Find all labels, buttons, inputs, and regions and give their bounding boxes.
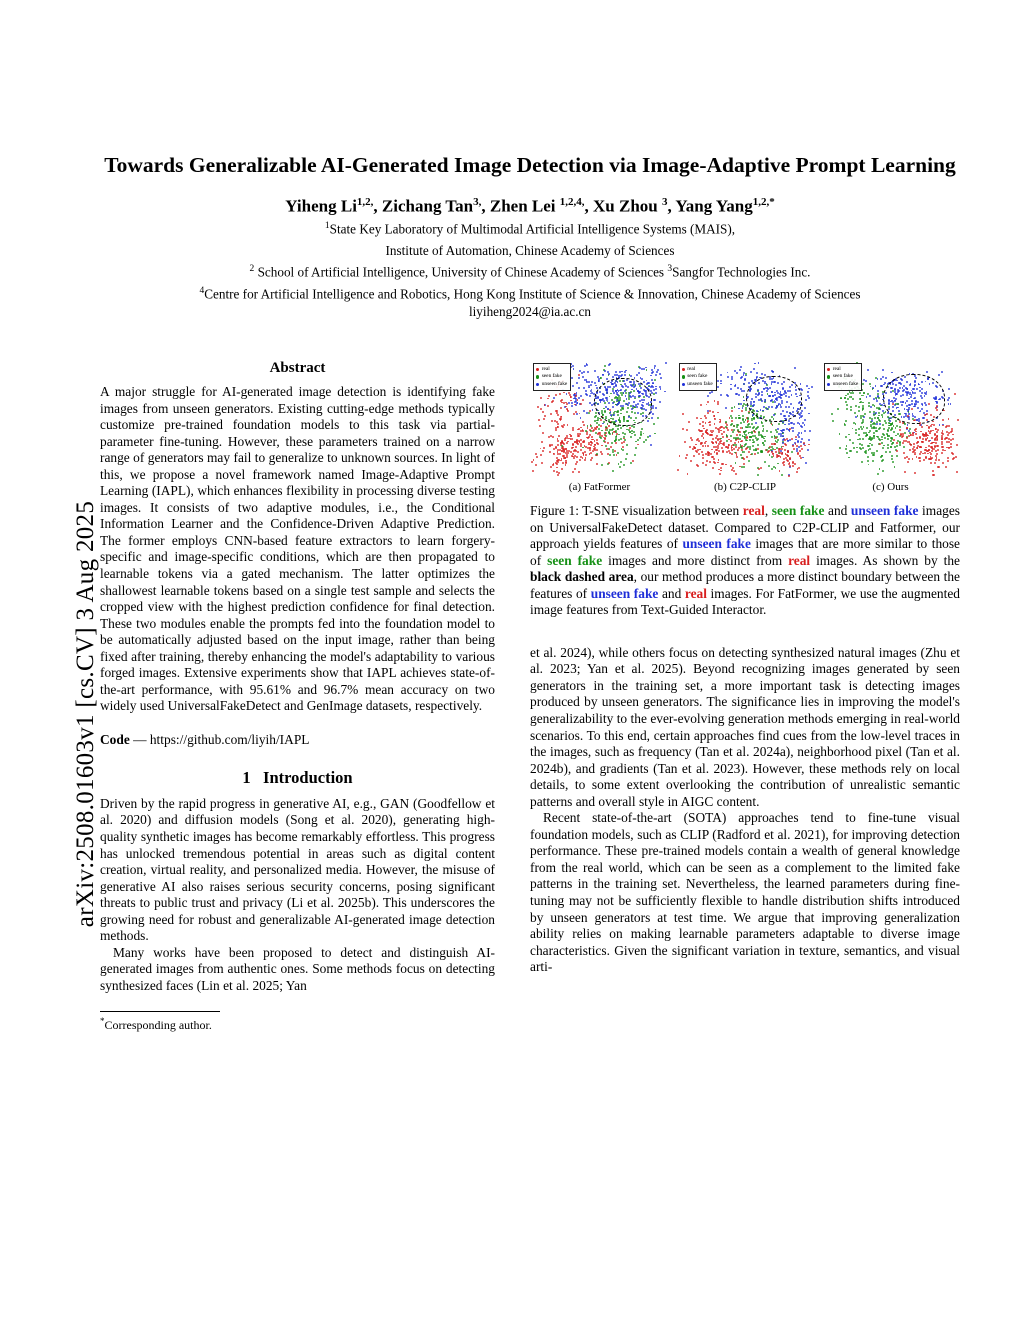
legend-label-real: real	[541, 366, 550, 372]
tsne-panel-c	[821, 360, 960, 493]
right-paragraph-1: et al. 2024), while others focus on detecting synthesized natural images (Zhu et al. 2023; Yan et al. 2025). Beyond recognizing images generated by seen generators in the training set, a more important task is detecting images produced by unseen generators. The significance lies in improving the model's generalizability to the ever-evolving generation methods emerging in real-world scenarios. To this end, certain approaches find cues from the low-level traces in the images, such as frequency (Tan et al. 2024a), neighborhood pixel (Tan et al. 2024b), and gradients (Tan et al. 2023). However, these methods rely on local details, to some extent overlooking the contribution of unrealistic semantic patterns and overall style in AIGC content.	[530, 644, 960, 809]
legend-dot-unseen-fake	[827, 383, 830, 386]
legend-label-unseen-fake: unseen fake	[687, 380, 713, 387]
tsne-plot-c	[821, 360, 960, 478]
section-heading-introduction	[100, 768, 495, 788]
author-list: Yiheng $Li^{1,2,}$, Zichang Tan$^{3,}$, Zhen Lei $^{1,2,4,}$, Xu Zhou $^3$, Yang Yang$^{1,2,*}$	[285, 195, 775, 216]
black-dashed-area	[594, 378, 652, 426]
panel-caption-b: (b) C2P-CLIP	[713, 481, 777, 493]
affiliation-4: $^4$Centre for Artificial Intelligence and Robotics, Hong Kong Institute of Science & Innovation, Chinese Academy of Sciences	[199, 286, 861, 302]
tsne-panel-b	[676, 360, 815, 493]
right-paragraph-2: Recent state-of-the-art (SOTA) approaches tend to fine-tune visual foundation models, such as CLIP (Radford et al. 2021), for improving detection performance. These pre-trained models contain a wealth of general knowledge from the real world, which can be seen as a complement to the limited fake patterns in the training set. Nevertheless, the learned parameters during fine-tuning may not be sufficiently flexible to handle distribution shifts introduced by unseen generators at test time. We argue that improving generalization ability relies on making learnable parameters adaptable to diverse image characteristics. Given the significant variation in texture, semantics, and visual arti-	[530, 810, 960, 975]
section-number: 1	[242, 767, 251, 787]
left-column	[100, 360, 495, 1033]
affiliation-2: Institute of Automation, Chinese Academy of Sciences	[385, 242, 675, 258]
legend-b	[679, 363, 717, 391]
abstract-text: A major struggle for AI-generated image detection is identifying fake images from unseen generators. Existing cutting-edge methods typically customize pre-trained foundation models to this task via partial-parameter fine-tuning. However, these parameters trained on a narrow range of generators may fail to generalize to unknown sources. In light of this, we propose a novel framework named Image-Adaptive Prompt Learning (IAPL), which enhances flexibility in processing diverse testing images. It consists of two adaptive modules, i.e., the Conditional Information Learner and the Confidence-Driven Adaptive Prediction. The former employs CNN-based feature extractors to learn forgery-specific and image-specific conditions, which are then propagated to learnable tokens via a gated mechanism. The latter optimizes the shallowest learnable tokens based on a single test sample and selects the cropped view with the highest prediction confidence for final detection. These two modules enable the prompts fed into the foundation model to be automatically adjusted based on the input image, rather than being fixed after training, thereby enhancing the model's adaptability to various forged images. Extensive experiments show that IAPL achieves state-of-the-art performance, with 95.61% and 96.7% mean accuracy on two widely used UniversalFakeDetect and GenImage datasets, respectively.	[100, 384, 495, 714]
legend-c	[824, 363, 862, 391]
legend-dot-real	[536, 368, 539, 371]
legend-dot-seen-fake	[827, 375, 830, 378]
abstract-heading: Abstract	[269, 360, 326, 376]
legend-dot-seen-fake	[536, 375, 539, 378]
figure-text-gap	[530, 619, 960, 645]
page-title: Towards Generalizable AI-Generated Image Detection via Image-Adaptive Prompt Learning	[104, 153, 956, 177]
arxiv-stamp: arXiv:2508.01603v1 [cs.CV] 3 Aug 2025	[72, 500, 99, 928]
legend-dot-real	[682, 368, 685, 371]
footnote-corresponding-author: *Corresponding author.	[100, 1015, 212, 1032]
legend-label-unseen-fake: unseen fake	[832, 380, 859, 387]
legend-label-real: real	[832, 366, 841, 372]
legend-a	[533, 363, 571, 391]
legend-dot-unseen-fake	[536, 383, 539, 386]
code-availability	[100, 732, 495, 748]
legend-dot-real	[827, 368, 830, 371]
panel-caption-c: (c) Ours	[872, 481, 909, 493]
right-column	[530, 360, 960, 976]
tsne-plot-b	[676, 360, 815, 478]
figure-1	[530, 360, 960, 619]
paper-page	[100, 0, 960, 1325]
section-title: Introduction	[263, 767, 353, 787]
legend-label-seen-fake: seen fake	[541, 373, 562, 380]
tsne-plot-a	[530, 360, 669, 478]
panel-caption-a: (a) FatFormer	[568, 481, 631, 493]
intro-paragraph-1: Driven by the rapid progress in generative AI, e.g., GAN (Goodfellow et al. 2020) and diffusion models (Song et al. 2020), generating high-quality synthetic images has become remarkably effortless. This progress has unlocked tremendous potential in areas such as digital content creation, virtual reality, and personalized media. However, the misuse of generative AI also raises serious security concerns, posing significant threats to public trust and privacy (Li et al. 2025b). This underscores the growing need for robust and generalizable AI-generated image detection methods.	[100, 795, 495, 944]
footnote-divider	[100, 1011, 220, 1012]
tsne-panel-a	[530, 360, 669, 493]
affiliation-1: $^1$State Key Laboratory of Multimodal Artificial Intelligence Systems (MAIS),	[324, 221, 736, 237]
legend-dot-unseen-fake	[682, 383, 685, 386]
affiliation-3: $^2$ School of Artificial Intelligence, University of Chinese Academy of Sciences $^3$Sangfor Technologies Inc.	[249, 264, 811, 280]
intro-paragraph-2: Many works have been proposed to detect and distinguish AI-generated images from authentic ones. Some methods focus on detecting synthesized faces (Lin et al. 2025; Yan	[100, 944, 495, 993]
legend-label-seen-fake: seen fake	[832, 373, 853, 380]
black-dashed-area	[746, 376, 802, 422]
tsne-panel-row	[530, 360, 960, 493]
black-dashed-area	[883, 374, 945, 424]
code-label: Code	[100, 731, 130, 747]
legend-label-unseen-fake: unseen fake	[541, 380, 568, 387]
code-url[interactable]: — https://github.com/liyih/IAPL	[133, 731, 310, 747]
legend-label-seen-fake: seen fake	[687, 373, 708, 380]
contact-email: liyiheng2024@ia.ac.cn	[468, 304, 591, 320]
legend-dot-seen-fake	[682, 375, 685, 378]
legend-label-real: real	[687, 366, 696, 372]
figure-caption: Figure 1: T-SNE visualization between real, seen fake and unseen fake images on UniversalFakeDetect dataset. Compared to C2P-CLIP and Fatformer, our approach yields features of unseen fake images that are more similar to those of seen fake images and more distinct from real images. As shown by the black dashed area, our method produces a more distinct boundary between the features of unseen fake and real images. For FatFormer, we use the augmented image features from Text-Guided Interactor.	[530, 503, 960, 618]
